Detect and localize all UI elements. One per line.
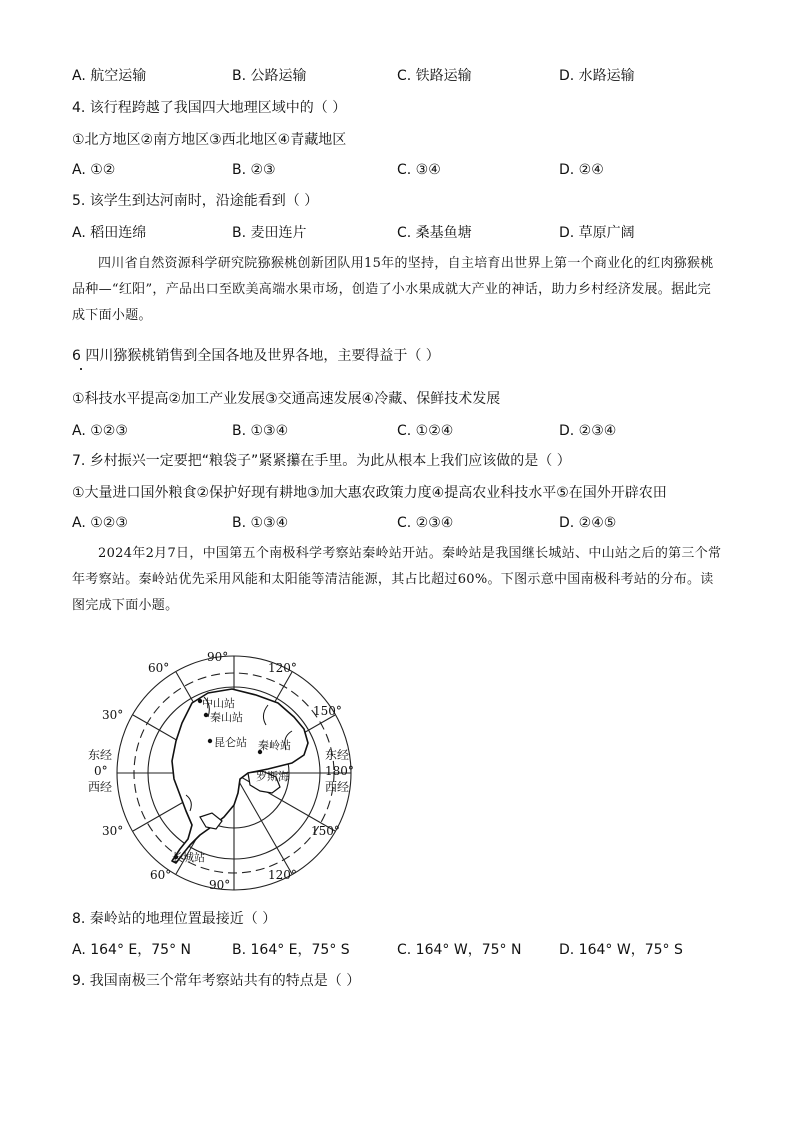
q6-option-a: A. ①②③ (72, 423, 128, 439)
q7-option-b: B. ①③④ (232, 515, 289, 531)
q4-option-b: B. ②③ (232, 162, 276, 178)
q6-items: ①科技水平提高②加工产业发展③交通高速发展④冷藏、保鲜技术发展 (72, 391, 501, 407)
q7-stem: 7. 乡村振兴一定要把“粮袋子”紧紧攥在手里。为此从根本上我们应该做的是（ ） (72, 453, 571, 469)
q7-option-c: C. ②③④ (397, 515, 454, 531)
q4-option-a: A. ①② (72, 162, 116, 178)
q5-options (72, 224, 722, 242)
q5-option-d: D. 草原广阔 (559, 225, 635, 241)
label-qinling: 秦岭站 (258, 739, 291, 752)
q5-option-c: C. 桑基鱼塘 (397, 225, 472, 241)
q8-option-d: D. 164° W，75° S (559, 942, 683, 958)
passage-kiwifruit: 四川省自然资源科学研究院猕猴桃创新团队用15年的坚持，自主培育出世界上第一个商业化的红肉猕猴桃品种—“红阳”，产品出口至欧美高端水果市场，创造了小水果成就大产业的神话，助力乡村经济发展。据此完成下面小题。 (72, 256, 714, 323)
q8-option-b: B. 164° E，75° S (232, 942, 350, 958)
q3-options (72, 67, 722, 85)
q8-option-a: A. 164° E，75° N (72, 942, 191, 958)
q3-option-d: D. 水路运输 (559, 68, 635, 84)
q4-items: ①北方地区②南方地区③西北地区④青藏地区 (72, 132, 347, 148)
q6-stem: 6 四川猕猴桃销售到全国各地及世界各地，主要得益于（ ） (72, 348, 440, 364)
lon-label-0: 0° (94, 764, 108, 778)
label-changcheng: 长城站 (172, 851, 205, 864)
lon-label-west-left: 西经 (88, 780, 113, 794)
qinshan-station-dot (204, 713, 208, 717)
lon-label-60-bottom: 60° (150, 868, 172, 882)
q7-option-a: A. ①②③ (72, 515, 128, 531)
lon-label-30-top: 30° (102, 708, 124, 722)
q6-option-d: D. ②③④ (559, 423, 617, 439)
passage-antarctic: 2024年2月7日，中国第五个南极科学考察站秦岭站开站。秦岭站是我国继长城站、中山站之后的第三个常年考察站。秦岭站优先采用风能和太阳能等清洁能源，其占比超过60%。下图示意中国南极科考站的分布。读图完成下面小题。 (72, 546, 722, 613)
label-ross-sea: 罗斯海 (256, 770, 289, 783)
lon-label-30-bottom: 30° (102, 824, 124, 838)
label-kunlun: 昆仑站 (214, 736, 247, 749)
q3-option-b: B. 公路运输 (232, 68, 307, 84)
q4-options (72, 161, 722, 179)
label-zhongshan: 中山站 (202, 697, 235, 710)
lon-label-90-bottom: 90° (209, 878, 231, 892)
lon-label-west-right: 西经 (325, 780, 350, 794)
q7-items: ①大量进口国外粮食②保护好现有耕地③加大惠农政策力度④提高农业科技水平⑤在国外开辟农田 (72, 485, 667, 501)
q4-option-c: C. ③④ (397, 162, 441, 178)
q8-option-c: C. 164° W，75° N (397, 942, 522, 958)
kunlun-station-dot (208, 739, 212, 743)
lon-label-120-top: 120° (268, 661, 297, 675)
q3-option-c: C. 铁路运输 (397, 68, 472, 84)
lon-label-120-bottom: 120° (268, 868, 297, 882)
lon-label-east-left: 东经 (88, 748, 113, 762)
label-qinshan: 秦山站 (210, 711, 243, 724)
q7-options (72, 514, 722, 532)
q8-stem: 8. 秦岭站的地理位置最接近（ ） (72, 911, 277, 927)
q3-option-a: A. 航空运输 (72, 68, 147, 84)
q7-option-d: D. ②④⑤ (559, 515, 617, 531)
q6-options (72, 422, 722, 440)
lon-label-150-bottom: 150° (311, 824, 340, 838)
lon-label-60-top: 60° (148, 661, 170, 675)
q6-option-c: C. ①②④ (397, 423, 454, 439)
q5-option-b: B. 麦田连片 (232, 225, 307, 241)
q5-stem: 5. 该学生到达河南时，沿途能看到（ ） (72, 193, 319, 209)
q4-stem: 4. 该行程跨越了我国四大地理区域中的（ ） (72, 100, 347, 116)
lon-label-90-top: 90° (207, 650, 229, 664)
lon-label-180: 180° (325, 764, 354, 778)
lon-label-150-top: 150° (313, 704, 342, 718)
q8-options (72, 941, 722, 959)
q9-stem: 9. 我国南极三个常年考察站共有的特点是（ ） (72, 973, 361, 989)
lon-label-east-right: 东经 (325, 748, 350, 762)
stray-dot (80, 368, 82, 370)
q4-option-d: D. ②④ (559, 162, 604, 178)
q5-option-a: A. 稻田连绵 (72, 225, 147, 241)
q6-option-b: B. ①③④ (232, 423, 289, 439)
antarctic-station-map (72, 645, 362, 895)
